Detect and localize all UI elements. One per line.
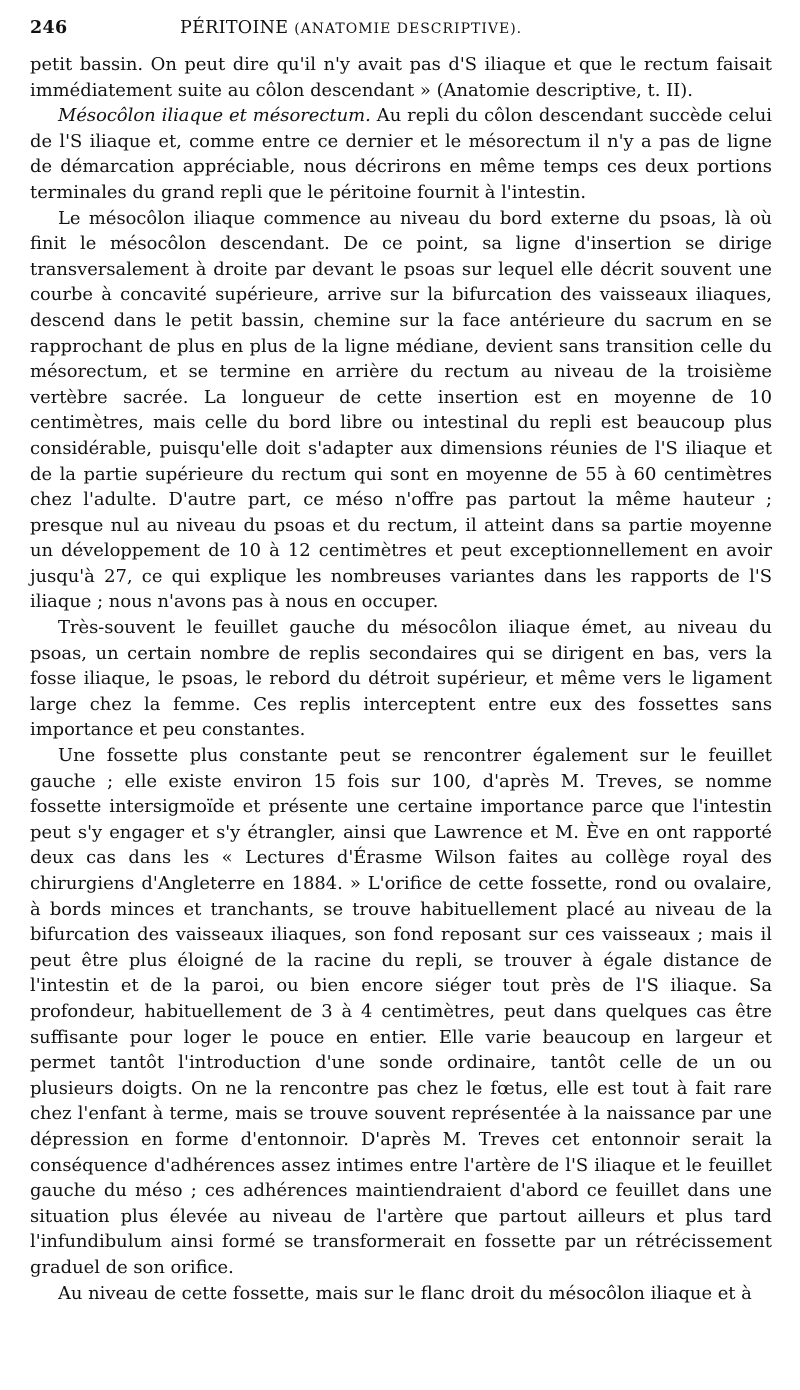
paragraph-text: petit bassin. On peut dire qu'il n'y avait pas d'S iliaque et que le rectum faisait immédiatement suite au côlon descendant » (Anatomie descriptive, t. II).	[30, 54, 772, 101]
paragraph-final	[30, 1281, 772, 1307]
paragraph-fossette	[30, 743, 772, 1280]
paragraph-text: Une fossette plus constante peut se rencontrer également sur le feuillet gauche ; elle existe environ 15 fois sur 100, d'après M. Treves, se nomme fossette intersigmoïde et présente une certaine importance parce que l'intestin peut s'y engager et s'y étrangler, ainsi que Lawrence et M. Ève en ont rapporté deux cas dans les « Lectures d'Érasme Wilson faites au collège royal des chirurgiens d'Angleterre en 1884. » L'orifice de cette fossette, rond ou ovalaire, à bords minces et tranchants, se trouve habituellement placé au niveau de la bifurcation des vaisseaux iliaques, son fond reposant sur ces vaisseaux ; mais il peut être plus éloigné de la racine du repli, se trouver à égale distance de l'intestin et de la paroi, ou bien encore siéger tout près de l'S iliaque. Sa profondeur, habituellement de 3 à 4 centimètres, peut dans quelques cas être suffisante pour loger le pouce en entier. Elle varie beaucoup en largeur et permet tantôt l'introduction d'une sonde ordinaire, tantôt celle de un ou plusieurs doigts. On ne la rencontre pas chez le fœtus, elle est tout à fait rare chez l'enfant à terme, mais se trouve souvent représentée à la naissance par une dépression en forme d'entonnoir. D'après M. Treves cet entonnoir serait la conséquence d'adhérences assez intimes entre l'artère de l'S iliaque et le feuillet gauche du méso ; ces adhérences maintiendraient d'abord ce feuillet dans une situation plus élevée au niveau de l'artère que partout ailleurs et plus tard l'infundibulum ainsi formé se transformerait en fossette par un rétrécissement graduel de son orifice.	[30, 745, 772, 1278]
section-heading: Mésocôlon iliaque et mésorectum.	[58, 105, 371, 127]
body-text	[30, 52, 772, 1306]
book-page	[30, 18, 772, 1306]
paragraph-replis	[30, 615, 772, 743]
running-title-wrapper	[180, 18, 522, 38]
page-number: 246	[30, 18, 68, 38]
page-header	[30, 18, 772, 52]
paragraph-text: Le mésocôlon iliaque commence au niveau du bord externe du psoas, là où finit le mésocôlon descendant. De ce point, sa ligne d'insertion se dirige transversalement à droite par devant le psoas sur lequel elle décrit souvent une courbe à concavité supérieure, arrive sur la bifurcation des vaisseaux iliaques, descend dans le petit bassin, chemine sur la face antérieure du sacrum en se rapprochant de plus en plus de la ligne médiane, devient sans transition celle du mésorectum, et se termine en arrière du rectum au niveau de la troisième vertèbre sacrée. La longueur de cette insertion est en moyenne de 10 centimètres, mais celle du bord libre ou intestinal du repli est beaucoup plus considérable, puisqu'elle doit s'adapter aux dimensions réunies de l'S iliaque et de la partie supérieure du rectum qui sont en moyenne de 55 à 60 centimètres chez l'adulte. D'autre part, ce méso n'offre pas partout la même hauteur ; presque nul au niveau du psoas et du rectum, il atteint dans sa partie moyenne un développement de 10 à 12 centimètres et peut exceptionnellement en avoir jusqu'à 27, ce qui explique les nombreuses variantes dans les rapports de l'S iliaque ; nous n'avons pas à nous en occuper.	[30, 207, 772, 613]
paragraph-text: Au niveau de cette fossette, mais sur le flanc droit du mésocôlon iliaque et à	[58, 1282, 752, 1304]
running-subtitle: (ANATOMIE DESCRIPTIVE).	[294, 21, 523, 37]
paragraph-insertion	[30, 206, 772, 616]
paragraph-text: Au repli du côlon descendant succède celui de l'S iliaque et, comme entre ce dernier et le mésorectum il n'y a pas de ligne de démarcation appréciable, nous décrirons en même temps ces deux portions terminales du grand repli que le péritoine fournit à l'intestin.	[30, 105, 772, 203]
paragraph-mesocolon-heading	[30, 103, 772, 205]
paragraph-text: Très-souvent le feuillet gauche du mésocôlon iliaque émet, au niveau du psoas, un certain nombre de replis secondaires qui se dirigent en bas, vers la fosse iliaque, le psoas, le rebord du détroit supérieur, et même vers le ligament large chez la femme. Ces replis interceptent entre eux des fossettes sans importance et peu constantes.	[30, 617, 772, 741]
paragraph-continuation	[30, 52, 772, 103]
running-title: PÉRITOINE	[180, 18, 289, 38]
